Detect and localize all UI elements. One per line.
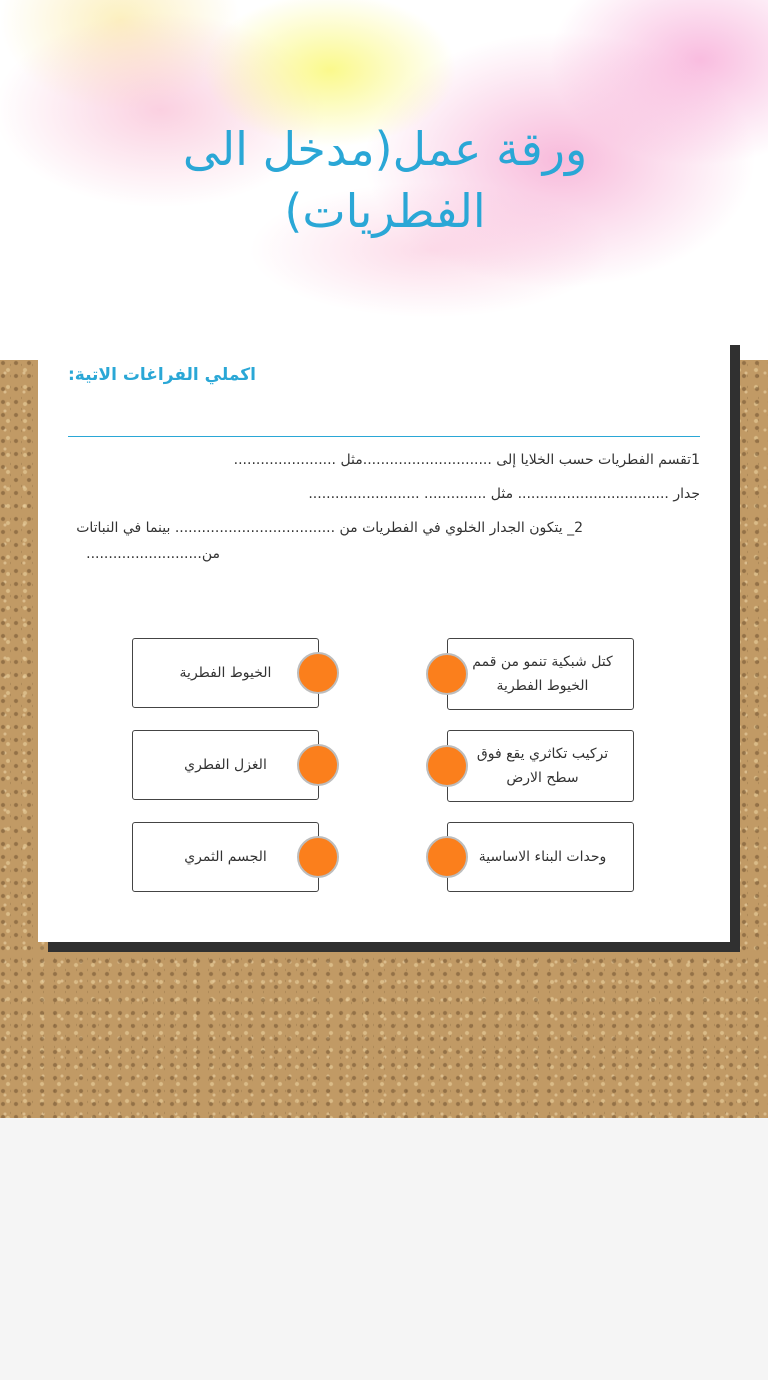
match-right-connector[interactable] (426, 745, 468, 787)
match-left-item[interactable]: الخيوط الفطرية (132, 638, 319, 708)
match-right-connector[interactable] (426, 653, 468, 695)
match-left-connector[interactable] (297, 652, 339, 694)
match-left-item[interactable]: الغزل الفطري (132, 730, 319, 800)
worksheet-card (38, 345, 730, 942)
section-title: اكملي الفراغات الاتية: (68, 365, 256, 385)
match-left-item[interactable]: الجسم الثمري (132, 822, 319, 892)
page-title: ورقة عمل(مدخل الى الفطريات) (182, 122, 588, 238)
match-left-connector[interactable] (297, 744, 339, 786)
question-2-continued: من.......................... (86, 546, 220, 562)
divider (68, 436, 700, 437)
header-banner (0, 0, 768, 360)
question-1: 1تقسم الفطريات حسب الخلايا إلى .............................مثل ....................... (233, 452, 700, 468)
match-right-item[interactable]: كتل شبكية تنمو من قمم الخيوط الفطرية (447, 638, 634, 710)
question-2: 2_ يتكون الجدار الخلوي في الفطريات من .................................... بينما في النباتات (76, 520, 583, 536)
match-right-connector[interactable] (426, 836, 468, 878)
match-left-connector[interactable] (297, 836, 339, 878)
match-right-item[interactable]: تركيب تكاثري يقع فوق سطح الارض (447, 730, 634, 802)
question-1-continued: جدار .................................. مثل .............. ......................... (308, 486, 700, 502)
match-right-item[interactable]: وحدات البناء الاساسية (447, 822, 634, 892)
